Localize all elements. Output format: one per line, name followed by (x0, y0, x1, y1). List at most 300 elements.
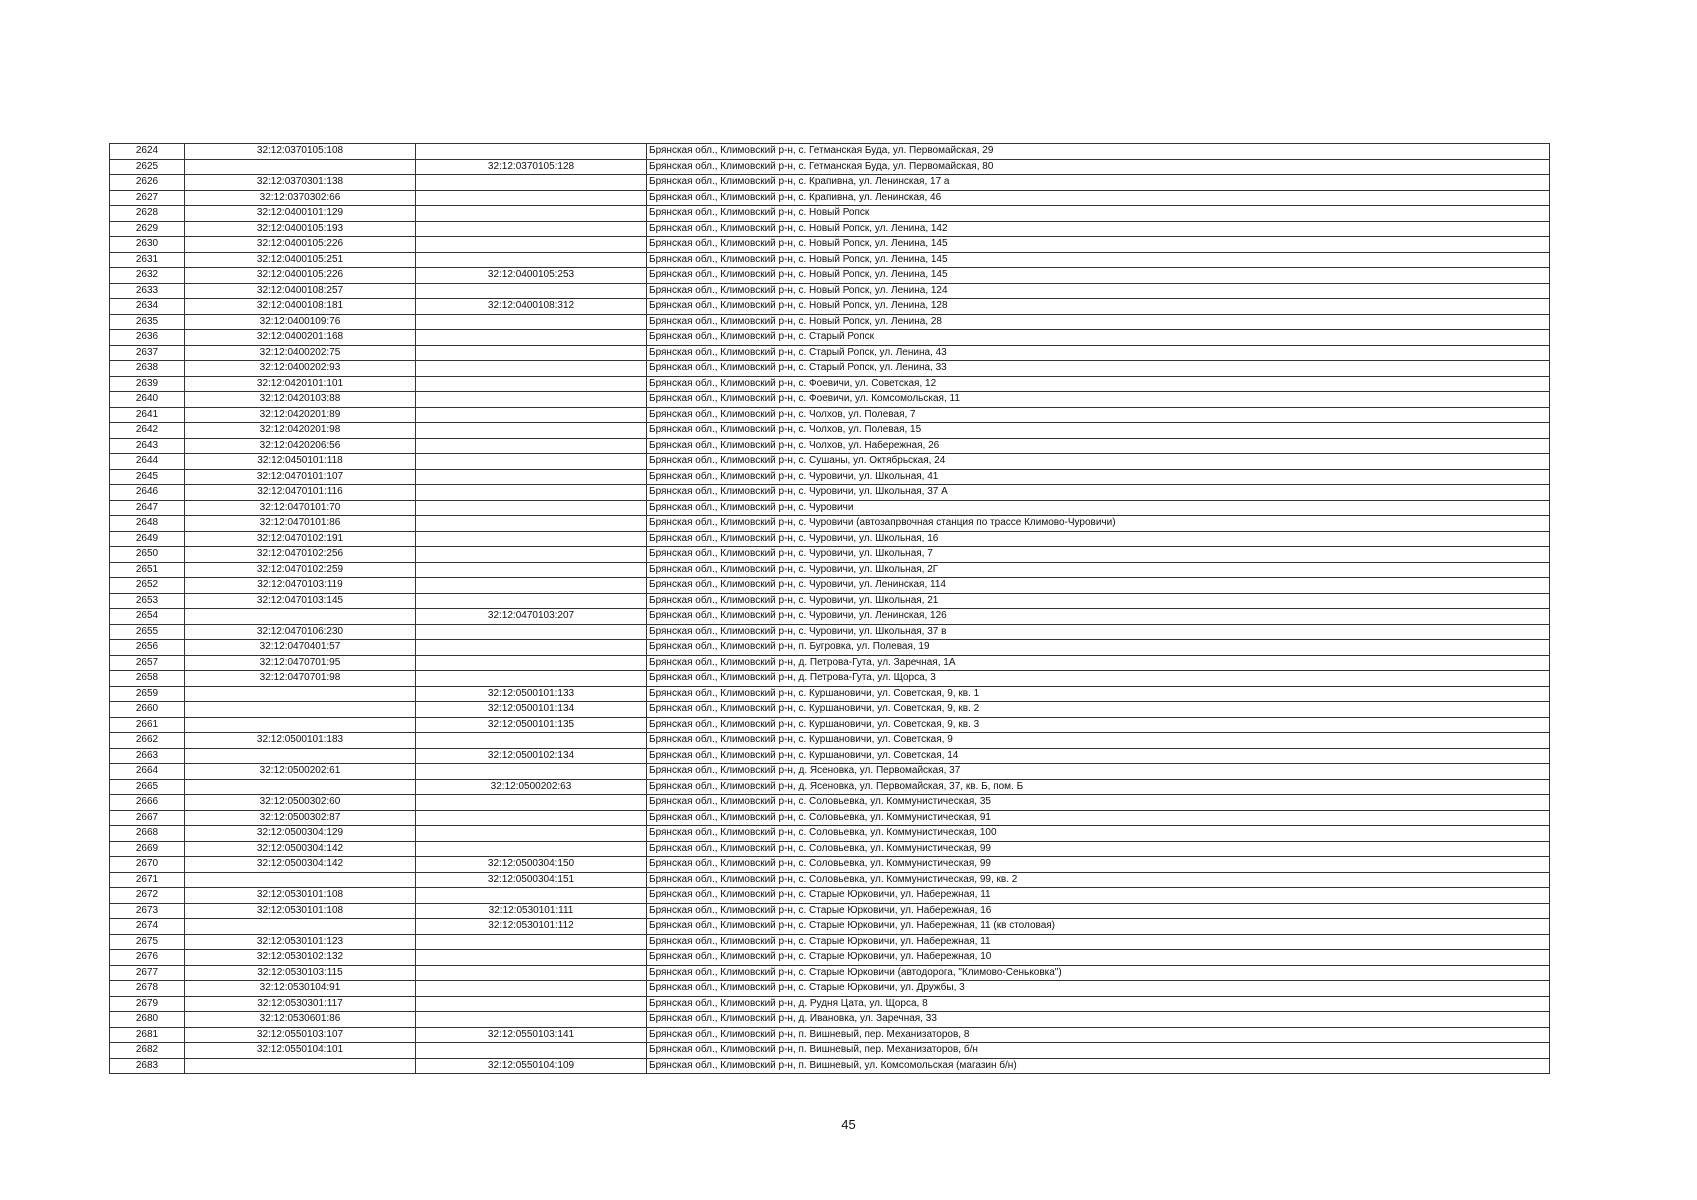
object-cadastral-number-cell: 32:12:0500304:151 (416, 872, 647, 888)
object-cadastral-number-cell (416, 345, 647, 361)
object-cadastral-number-cell: 32:12:0500304:150 (416, 857, 647, 873)
object-cadastral-number-cell (416, 283, 647, 299)
land-cadastral-number-cell: 32:12:0530101:108 (185, 888, 416, 904)
address-cell: Брянская обл., Климовский р-н, с. Чуровичи, ул. Школьная, 37 в (647, 624, 1550, 640)
registry-table-body (110, 144, 1550, 1074)
address-cell: Брянская обл., Климовский р-н, с. Фоевичи, ул. Комсомольская, 11 (647, 392, 1550, 408)
object-cadastral-number-cell (416, 1043, 647, 1059)
address-cell: Брянская обл., Климовский р-н, с. Соловьевка, ул. Коммунистическая, 99 (647, 857, 1550, 873)
address-cell: Брянская обл., Климовский р-н, с. Соловьевка, ул. Коммунистическая, 100 (647, 826, 1550, 842)
object-cadastral-number-cell (416, 516, 647, 532)
land-cadastral-number-cell: 32:12:0400108:181 (185, 299, 416, 315)
address-cell: Брянская обл., Климовский р-н, с. Чолхов, ул. Набережная, 26 (647, 438, 1550, 454)
object-cadastral-number-cell (416, 392, 647, 408)
address-cell: Брянская обл., Климовский р-н, с. Старые Юрковичи, ул. Набережная, 11 (кв столовая) (647, 919, 1550, 935)
row-number-cell: 2648 (110, 516, 185, 532)
table-row (110, 609, 1550, 625)
row-number-cell: 2670 (110, 857, 185, 873)
row-number-cell: 2656 (110, 640, 185, 656)
address-cell: Брянская обл., Климовский р-н, с. Чуровичи, ул. Школьная, 37 А (647, 485, 1550, 501)
object-cadastral-number-cell (416, 733, 647, 749)
land-cadastral-number-cell: 32:12:0530301:117 (185, 996, 416, 1012)
table-row (110, 454, 1550, 470)
table-row (110, 1058, 1550, 1074)
land-cadastral-number-cell: 32:12:0470101:86 (185, 516, 416, 532)
object-cadastral-number-cell (416, 624, 647, 640)
address-cell: Брянская обл., Климовский р-н, с. Соловьевка, ул. Коммунистическая, 91 (647, 810, 1550, 826)
row-number-cell: 2682 (110, 1043, 185, 1059)
land-cadastral-number-cell: 32:12:0470701:98 (185, 671, 416, 687)
land-cadastral-number-cell: 32:12:0420103:88 (185, 392, 416, 408)
table-row (110, 1043, 1550, 1059)
address-cell: Брянская обл., Климовский р-н, с. Чуровичи, ул. Школьная, 16 (647, 531, 1550, 547)
table-row (110, 423, 1550, 439)
object-cadastral-number-cell (416, 764, 647, 780)
land-cadastral-number-cell: 32:12:0470101:116 (185, 485, 416, 501)
land-cadastral-number-cell: 32:12:0400108:257 (185, 283, 416, 299)
land-cadastral-number-cell: 32:12:0470106:230 (185, 624, 416, 640)
land-cadastral-number-cell: 32:12:0420206:56 (185, 438, 416, 454)
row-number-cell: 2641 (110, 407, 185, 423)
row-number-cell: 2678 (110, 981, 185, 997)
table-row (110, 1027, 1550, 1043)
land-cadastral-number-cell: 32:12:0530102:132 (185, 950, 416, 966)
address-cell: Брянская обл., Климовский р-н, с. Чуровичи, ул. Ленинская, 114 (647, 578, 1550, 594)
table-row (110, 686, 1550, 702)
table-row (110, 717, 1550, 733)
table-row (110, 237, 1550, 253)
row-number-cell: 2637 (110, 345, 185, 361)
land-cadastral-number-cell: 32:12:0530103:115 (185, 965, 416, 981)
address-cell: Брянская обл., Климовский р-н, с. Старый Ропск (647, 330, 1550, 346)
land-cadastral-number-cell (185, 702, 416, 718)
address-cell: Брянская обл., Климовский р-н, с. Новый Ропск, ул. Ленина, 145 (647, 252, 1550, 268)
object-cadastral-number-cell: 32:12:0550104:109 (416, 1058, 647, 1074)
address-cell: Брянская обл., Климовский р-н, п. Вишневый, ул. Комсомольская (магазин б/н) (647, 1058, 1550, 1074)
land-cadastral-number-cell: 32:12:0400202:75 (185, 345, 416, 361)
land-cadastral-number-cell: 32:12:0400105:226 (185, 237, 416, 253)
row-number-cell: 2677 (110, 965, 185, 981)
table-row (110, 531, 1550, 547)
address-cell: Брянская обл., Климовский р-н, п. Вишневый, пер. Механизаторов, 8 (647, 1027, 1550, 1043)
row-number-cell: 2634 (110, 299, 185, 315)
row-number-cell: 2654 (110, 609, 185, 625)
address-cell: Брянская обл., Климовский р-н, п. Вишневый, пер. Механизаторов, б/н (647, 1043, 1550, 1059)
address-cell: Брянская обл., Климовский р-н, с. Куршановичи, ул. Советская, 14 (647, 748, 1550, 764)
address-cell: Брянская обл., Климовский р-н, с. Новый Ропск, ул. Ленина, 28 (647, 314, 1550, 330)
address-cell: Брянская обл., Климовский р-н, с. Чолхов, ул. Полевая, 15 (647, 423, 1550, 439)
table-row (110, 438, 1550, 454)
land-cadastral-number-cell: 32:12:0470101:70 (185, 500, 416, 516)
row-number-cell: 2672 (110, 888, 185, 904)
table-row (110, 547, 1550, 563)
table-row (110, 981, 1550, 997)
object-cadastral-number-cell (416, 423, 647, 439)
row-number-cell: 2671 (110, 872, 185, 888)
row-number-cell: 2679 (110, 996, 185, 1012)
table-row (110, 361, 1550, 377)
land-cadastral-number-cell (185, 686, 416, 702)
object-cadastral-number-cell (416, 469, 647, 485)
land-cadastral-number-cell: 32:12:0370301:138 (185, 175, 416, 191)
object-cadastral-number-cell: 32:12:0500101:134 (416, 702, 647, 718)
object-cadastral-number-cell: 32:12:0530101:112 (416, 919, 647, 935)
row-number-cell: 2668 (110, 826, 185, 842)
object-cadastral-number-cell (416, 314, 647, 330)
object-cadastral-number-cell (416, 934, 647, 950)
land-cadastral-number-cell: 32:12:0470102:256 (185, 547, 416, 563)
address-cell: Брянская обл., Климовский р-н, д. Петрова-Гута, ул. Щорса, 3 (647, 671, 1550, 687)
address-cell: Брянская обл., Климовский р-н, с. Чуровичи, ул. Школьная, 21 (647, 593, 1550, 609)
row-number-cell: 2653 (110, 593, 185, 609)
land-cadastral-number-cell: 32:12:0470101:107 (185, 469, 416, 485)
table-row (110, 516, 1550, 532)
table-row (110, 826, 1550, 842)
object-cadastral-number-cell (416, 454, 647, 470)
table-row (110, 934, 1550, 950)
address-cell: Брянская обл., Климовский р-н, с. Старый Ропск, ул. Ленина, 33 (647, 361, 1550, 377)
row-number-cell: 2661 (110, 717, 185, 733)
object-cadastral-number-cell: 32:12:0400108:312 (416, 299, 647, 315)
row-number-cell: 2630 (110, 237, 185, 253)
table-row (110, 159, 1550, 175)
table-row (110, 485, 1550, 501)
table-row (110, 268, 1550, 284)
object-cadastral-number-cell (416, 485, 647, 501)
land-cadastral-number-cell: 32:12:0400202:93 (185, 361, 416, 377)
object-cadastral-number-cell (416, 531, 647, 547)
land-cadastral-number-cell: 32:12:0370302:66 (185, 190, 416, 206)
address-cell: Брянская обл., Климовский р-н, с. Крапивна, ул. Ленинская, 17 а (647, 175, 1550, 191)
address-cell: Брянская обл., Климовский р-н, с. Чуровичи, ул. Школьная, 2Г (647, 562, 1550, 578)
address-cell: Брянская обл., Климовский р-н, д. Рудня Цата, ул. Щорса, 8 (647, 996, 1550, 1012)
land-cadastral-number-cell: 32:12:0470103:119 (185, 578, 416, 594)
row-number-cell: 2666 (110, 795, 185, 811)
land-cadastral-number-cell (185, 1058, 416, 1074)
row-number-cell: 2650 (110, 547, 185, 563)
object-cadastral-number-cell (416, 252, 647, 268)
object-cadastral-number-cell (416, 407, 647, 423)
row-number-cell: 2631 (110, 252, 185, 268)
row-number-cell: 2640 (110, 392, 185, 408)
row-number-cell: 2655 (110, 624, 185, 640)
table-row (110, 841, 1550, 857)
land-cadastral-number-cell: 32:12:0500304:129 (185, 826, 416, 842)
table-row (110, 702, 1550, 718)
row-number-cell: 2632 (110, 268, 185, 284)
table-row (110, 221, 1550, 237)
object-cadastral-number-cell (416, 190, 647, 206)
table-row (110, 578, 1550, 594)
object-cadastral-number-cell (416, 547, 647, 563)
row-number-cell: 2629 (110, 221, 185, 237)
table-row (110, 996, 1550, 1012)
row-number-cell: 2673 (110, 903, 185, 919)
land-cadastral-number-cell: 32:12:0400201:168 (185, 330, 416, 346)
object-cadastral-number-cell: 32:12:0500102:134 (416, 748, 647, 764)
table-row (110, 206, 1550, 222)
address-cell: Брянская обл., Климовский р-н, с. Чуровичи, ул. Школьная, 41 (647, 469, 1550, 485)
row-number-cell: 2646 (110, 485, 185, 501)
address-cell: Брянская обл., Климовский р-н, с. Новый Ропск, ул. Ленина, 145 (647, 268, 1550, 284)
table-row (110, 376, 1550, 392)
address-cell: Брянская обл., Климовский р-н, с. Старые Юрковичи, ул. Набережная, 10 (647, 950, 1550, 966)
land-cadastral-number-cell: 32:12:0400105:251 (185, 252, 416, 268)
row-number-cell: 2675 (110, 934, 185, 950)
land-cadastral-number-cell: 32:12:0420101:101 (185, 376, 416, 392)
object-cadastral-number-cell: 32:12:0470103:207 (416, 609, 647, 625)
land-cadastral-number-cell: 32:12:0530101:123 (185, 934, 416, 950)
land-cadastral-number-cell: 32:12:0500304:142 (185, 857, 416, 873)
address-cell: Брянская обл., Климовский р-н, с. Куршановичи, ул. Советская, 9, кв. 1 (647, 686, 1550, 702)
row-number-cell: 2674 (110, 919, 185, 935)
table-row (110, 671, 1550, 687)
land-cadastral-number-cell: 32:12:0530601:86 (185, 1012, 416, 1028)
row-number-cell: 2644 (110, 454, 185, 470)
address-cell: Брянская обл., Климовский р-н, с. Старые Юрковичи, ул. Набережная, 11 (647, 934, 1550, 950)
address-cell: Брянская обл., Климовский р-н, с. Старые Юрковичи, ул. Дружбы, 3 (647, 981, 1550, 997)
address-cell: Брянская обл., Климовский р-н, с. Чолхов, ул. Полевая, 7 (647, 407, 1550, 423)
address-cell: Брянская обл., Климовский р-н, с. Гетманская Буда, ул. Первомайская, 80 (647, 159, 1550, 175)
object-cadastral-number-cell (416, 376, 647, 392)
object-cadastral-number-cell (416, 640, 647, 656)
address-cell: Брянская обл., Климовский р-н, с. Чуровичи, ул. Ленинская, 126 (647, 609, 1550, 625)
row-number-cell: 2665 (110, 779, 185, 795)
object-cadastral-number-cell (416, 795, 647, 811)
table-row (110, 919, 1550, 935)
row-number-cell: 2676 (110, 950, 185, 966)
table-row (110, 500, 1550, 516)
object-cadastral-number-cell: 32:12:0370105:128 (416, 159, 647, 175)
object-cadastral-number-cell: 32:12:0530101:111 (416, 903, 647, 919)
table-row (110, 640, 1550, 656)
object-cadastral-number-cell (416, 593, 647, 609)
row-number-cell: 2645 (110, 469, 185, 485)
land-cadastral-number-cell: 32:12:0530101:108 (185, 903, 416, 919)
table-row (110, 299, 1550, 315)
object-cadastral-number-cell (416, 671, 647, 687)
land-cadastral-number-cell: 32:12:0500304:142 (185, 841, 416, 857)
table-row (110, 392, 1550, 408)
object-cadastral-number-cell (416, 237, 647, 253)
land-cadastral-number-cell: 32:12:0420201:89 (185, 407, 416, 423)
row-number-cell: 2642 (110, 423, 185, 439)
object-cadastral-number-cell (416, 1012, 647, 1028)
object-cadastral-number-cell: 32:12:0400105:253 (416, 268, 647, 284)
address-cell: Брянская обл., Климовский р-н, с. Новый Ропск, ул. Ленина, 128 (647, 299, 1550, 315)
object-cadastral-number-cell (416, 996, 647, 1012)
land-cadastral-number-cell: 32:12:0400105:193 (185, 221, 416, 237)
row-number-cell: 2626 (110, 175, 185, 191)
address-cell: Брянская обл., Климовский р-н, с. Крапивна, ул. Ленинская, 46 (647, 190, 1550, 206)
address-cell: Брянская обл., Климовский р-н, п. Бугровка, ул. Полевая, 19 (647, 640, 1550, 656)
address-cell: Брянская обл., Климовский р-н, с. Новый Ропск, ул. Ленина, 145 (647, 237, 1550, 253)
object-cadastral-number-cell (416, 175, 647, 191)
address-cell: Брянская обл., Климовский р-н, с. Фоевичи, ул. Советская, 12 (647, 376, 1550, 392)
object-cadastral-number-cell (416, 438, 647, 454)
row-number-cell: 2627 (110, 190, 185, 206)
land-cadastral-number-cell: 32:12:0500202:61 (185, 764, 416, 780)
page-number: 45 (841, 1117, 856, 1132)
row-number-cell: 2639 (110, 376, 185, 392)
land-cadastral-number-cell (185, 609, 416, 625)
row-number-cell: 2635 (110, 314, 185, 330)
table-row (110, 624, 1550, 640)
object-cadastral-number-cell (416, 888, 647, 904)
object-cadastral-number-cell: 32:12:0500202:63 (416, 779, 647, 795)
row-number-cell: 2658 (110, 671, 185, 687)
table-row (110, 314, 1550, 330)
row-number-cell: 2633 (110, 283, 185, 299)
table-row (110, 1012, 1550, 1028)
row-number-cell: 2625 (110, 159, 185, 175)
table-row (110, 764, 1550, 780)
address-cell: Брянская обл., Климовский р-н, д. Ясеновка, ул. Первомайская, 37, кв. Б, пом. Б (647, 779, 1550, 795)
address-cell: Брянская обл., Климовский р-н, с. Соловьевка, ул. Коммунистическая, 99, кв. 2 (647, 872, 1550, 888)
address-cell: Брянская обл., Климовский р-н, с. Чуровичи, ул. Школьная, 7 (647, 547, 1550, 563)
row-number-cell: 2643 (110, 438, 185, 454)
table-row (110, 345, 1550, 361)
object-cadastral-number-cell (416, 562, 647, 578)
land-cadastral-number-cell: 32:12:0470102:191 (185, 531, 416, 547)
table-row (110, 795, 1550, 811)
cadastral-registry-table (109, 143, 1550, 1074)
address-cell: Брянская обл., Климовский р-н, с. Старый Ропск, ул. Ленина, 43 (647, 345, 1550, 361)
table-row (110, 175, 1550, 191)
row-number-cell: 2657 (110, 655, 185, 671)
table-row (110, 407, 1550, 423)
land-cadastral-number-cell (185, 919, 416, 935)
table-row (110, 190, 1550, 206)
land-cadastral-number-cell: 32:12:0500302:60 (185, 795, 416, 811)
row-number-cell: 2624 (110, 144, 185, 160)
address-cell: Брянская обл., Климовский р-н, д. Ясеновка, ул. Первомайская, 37 (647, 764, 1550, 780)
address-cell: Брянская обл., Климовский р-н, д. Петрова-Гута, ул. Заречная, 1А (647, 655, 1550, 671)
land-cadastral-number-cell: 32:12:0370105:108 (185, 144, 416, 160)
land-cadastral-number-cell: 32:12:0400101:129 (185, 206, 416, 222)
land-cadastral-number-cell: 32:12:0550103:107 (185, 1027, 416, 1043)
object-cadastral-number-cell (416, 144, 647, 160)
object-cadastral-number-cell (416, 950, 647, 966)
address-cell: Брянская обл., Климовский р-н, с. Старые Юрковичи, ул. Набережная, 16 (647, 903, 1550, 919)
land-cadastral-number-cell (185, 748, 416, 764)
object-cadastral-number-cell (416, 655, 647, 671)
object-cadastral-number-cell (416, 206, 647, 222)
table-row (110, 872, 1550, 888)
table-row (110, 810, 1550, 826)
row-number-cell: 2649 (110, 531, 185, 547)
row-number-cell: 2680 (110, 1012, 185, 1028)
land-cadastral-number-cell: 32:12:0470102:259 (185, 562, 416, 578)
land-cadastral-number-cell: 32:12:0470103:145 (185, 593, 416, 609)
object-cadastral-number-cell (416, 965, 647, 981)
table-row (110, 950, 1550, 966)
land-cadastral-number-cell: 32:12:0450101:118 (185, 454, 416, 470)
object-cadastral-number-cell (416, 981, 647, 997)
table-row (110, 252, 1550, 268)
address-cell: Брянская обл., Климовский р-н, с. Старые Юрковичи, ул. Набережная, 11 (647, 888, 1550, 904)
table-row (110, 748, 1550, 764)
row-number-cell: 2667 (110, 810, 185, 826)
land-cadastral-number-cell: 32:12:0400105:226 (185, 268, 416, 284)
address-cell: Брянская обл., Климовский р-н, с. Сушаны, ул. Октябрьская, 24 (647, 454, 1550, 470)
row-number-cell: 2636 (110, 330, 185, 346)
table-row (110, 283, 1550, 299)
land-cadastral-number-cell: 32:12:0400109:76 (185, 314, 416, 330)
object-cadastral-number-cell (416, 221, 647, 237)
table-row (110, 330, 1550, 346)
row-number-cell: 2651 (110, 562, 185, 578)
row-number-cell: 2662 (110, 733, 185, 749)
object-cadastral-number-cell: 32:12:0500101:135 (416, 717, 647, 733)
table-row (110, 903, 1550, 919)
address-cell: Брянская обл., Климовский р-н, с. Старые Юрковичи (автодорога, "Климово-Сеньковка") (647, 965, 1550, 981)
address-cell: Брянская обл., Климовский р-н, с. Новый Ропск (647, 206, 1550, 222)
object-cadastral-number-cell (416, 826, 647, 842)
object-cadastral-number-cell (416, 361, 647, 377)
row-number-cell: 2628 (110, 206, 185, 222)
table-row (110, 965, 1550, 981)
address-cell: Брянская обл., Климовский р-н, с. Куршановичи, ул. Советская, 9, кв. 3 (647, 717, 1550, 733)
row-number-cell: 2664 (110, 764, 185, 780)
table-row (110, 144, 1550, 160)
row-number-cell: 2663 (110, 748, 185, 764)
row-number-cell: 2647 (110, 500, 185, 516)
object-cadastral-number-cell (416, 500, 647, 516)
table-row (110, 469, 1550, 485)
table-row (110, 593, 1550, 609)
row-number-cell: 2652 (110, 578, 185, 594)
land-cadastral-number-cell (185, 872, 416, 888)
object-cadastral-number-cell (416, 810, 647, 826)
row-number-cell: 2669 (110, 841, 185, 857)
row-number-cell: 2659 (110, 686, 185, 702)
address-cell: Брянская обл., Климовский р-н, с. Новый Ропск, ул. Ленина, 124 (647, 283, 1550, 299)
address-cell: Брянская обл., Климовский р-н, с. Гетманская Буда, ул. Первомайская, 29 (647, 144, 1550, 160)
table-row (110, 562, 1550, 578)
object-cadastral-number-cell: 32:12:0550103:141 (416, 1027, 647, 1043)
object-cadastral-number-cell (416, 578, 647, 594)
address-cell: Брянская обл., Климовский р-н, с. Новый Ропск, ул. Ленина, 142 (647, 221, 1550, 237)
row-number-cell: 2638 (110, 361, 185, 377)
table-row (110, 857, 1550, 873)
land-cadastral-number-cell: 32:12:0550104:101 (185, 1043, 416, 1059)
table-row (110, 779, 1550, 795)
object-cadastral-number-cell (416, 841, 647, 857)
land-cadastral-number-cell: 32:12:0420201:98 (185, 423, 416, 439)
land-cadastral-number-cell: 32:12:0470401:57 (185, 640, 416, 656)
land-cadastral-number-cell: 32:12:0470701:95 (185, 655, 416, 671)
address-cell: Брянская обл., Климовский р-н, с. Куршановичи, ул. Советская, 9 (647, 733, 1550, 749)
row-number-cell: 2660 (110, 702, 185, 718)
land-cadastral-number-cell (185, 717, 416, 733)
row-number-cell: 2683 (110, 1058, 185, 1074)
address-cell: Брянская обл., Климовский р-н, д. Ивановка, ул. Заречная, 33 (647, 1012, 1550, 1028)
land-cadastral-number-cell: 32:12:0500101:183 (185, 733, 416, 749)
address-cell: Брянская обл., Климовский р-н, с. Соловьевка, ул. Коммунистическая, 99 (647, 841, 1550, 857)
land-cadastral-number-cell (185, 159, 416, 175)
table-row (110, 655, 1550, 671)
address-cell: Брянская обл., Климовский р-н, с. Соловьевка, ул. Коммунистическая, 35 (647, 795, 1550, 811)
table-row (110, 888, 1550, 904)
land-cadastral-number-cell: 32:12:0500302:87 (185, 810, 416, 826)
object-cadastral-number-cell (416, 330, 647, 346)
address-cell: Брянская обл., Климовский р-н, с. Чуровичи (автозапрвочная станция по трассе Климово-Чуровичи) (647, 516, 1550, 532)
address-cell: Брянская обл., Климовский р-н, с. Куршановичи, ул. Советская, 9, кв. 2 (647, 702, 1550, 718)
row-number-cell: 2681 (110, 1027, 185, 1043)
object-cadastral-number-cell: 32:12:0500101:133 (416, 686, 647, 702)
land-cadastral-number-cell: 32:12:0530104:91 (185, 981, 416, 997)
